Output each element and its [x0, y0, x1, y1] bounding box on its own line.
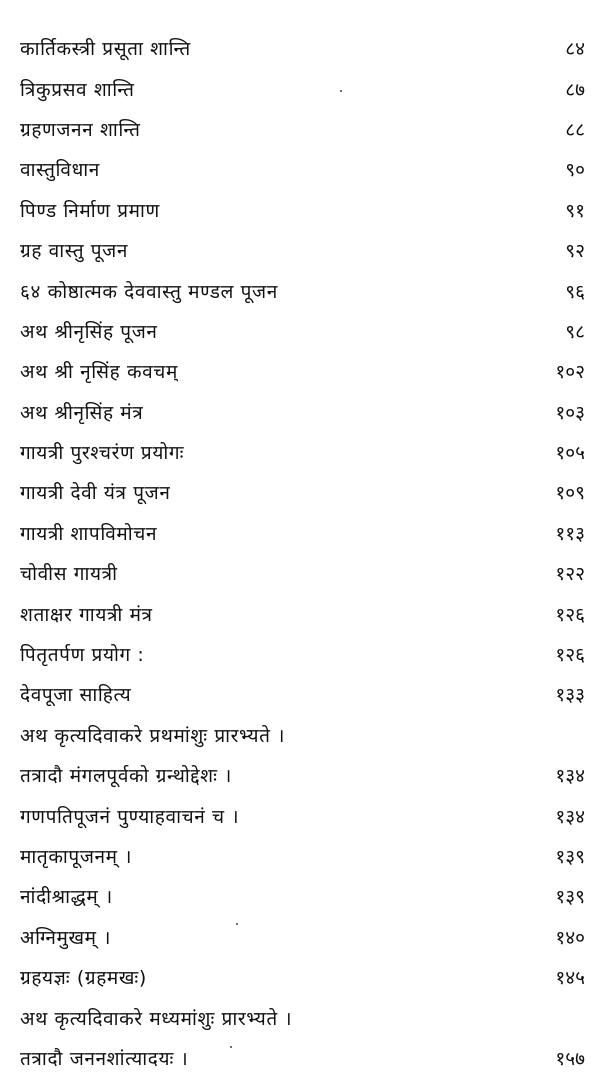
toc-entry [20, 957, 585, 997]
toc-entry-title: नांदीश्राद्धम् । [20, 886, 113, 909]
toc-entry-title: ग्रहणजनन शान्ति [20, 118, 141, 141]
toc-entry-title: चोवीस गायत्री [20, 563, 118, 586]
toc-entry-title: अथ श्री नृसिंह कवचम् [20, 361, 178, 384]
toc-entry-page: १२६ [555, 644, 585, 667]
toc-entry-page: १०३ [555, 401, 585, 424]
toc-entry [20, 432, 585, 472]
toc-entry-page: ९१ [565, 199, 585, 222]
toc-entry-title: गायत्री पुरश्चरंण प्रयोगः [20, 442, 185, 465]
toc-entry-page: १५७ [555, 1047, 585, 1070]
toc-entry-page: १३३ [555, 684, 585, 707]
toc-entry-title: कार्तिकस्त्री प्रसूता शान्ति [20, 38, 191, 61]
toc-entry [20, 392, 585, 432]
toc-entry [20, 634, 585, 674]
toc-entry [20, 1038, 585, 1078]
toc-entry-page: ९६ [565, 280, 585, 303]
toc-section-heading [20, 715, 585, 755]
scan-speck [236, 923, 238, 925]
toc-entry-page: १४० [555, 926, 585, 949]
toc-entry-title: ग्रह वास्तु पूजन [20, 240, 129, 263]
toc-entry-title: गायत्री शापविमोचन [20, 522, 158, 545]
toc-entry [20, 593, 585, 633]
toc-entry-page: १२६ [555, 603, 585, 626]
toc-entry [20, 351, 585, 391]
toc-entry-page: ८४ [565, 38, 585, 61]
toc-entry-title: अथ कृत्यदिवाकरे मध्यमांशुः प्रारभ्यते । [20, 1007, 293, 1030]
toc-entry-title: तत्रादौ जननशांत्यादयः । [20, 1047, 189, 1070]
toc-entry-title: पितृतर्पण प्रयोग : [20, 644, 145, 667]
toc-entry [20, 109, 585, 149]
toc-entry-page: ९८ [565, 320, 585, 343]
toc-entry [20, 553, 585, 593]
toc-entry-title: पिण्ड निर्माण प्रमाण [20, 199, 160, 222]
toc-entry-page: १०९ [555, 482, 585, 505]
table-of-contents [20, 28, 585, 1078]
toc-entry-page: १०२ [555, 361, 585, 384]
toc-entry-page: १०५ [555, 442, 585, 465]
toc-entry-page: १४५ [555, 967, 585, 990]
toc-entry [20, 513, 585, 553]
toc-entry-title: अथ श्रीनृसिंह मंत्र [20, 401, 144, 424]
scan-speck [340, 90, 342, 92]
toc-entry [20, 917, 585, 957]
toc-entry [20, 876, 585, 916]
toc-entry-page: १३९ [555, 846, 585, 868]
toc-entry-title: गणपतिपूजनं पुण्याहवाचनं च । [20, 805, 240, 828]
toc-entry-page: १३९ [555, 886, 585, 909]
toc-entry-title: अथ कृत्यदिवाकरे प्रथमांशुः प्रारभ्यते । [20, 724, 286, 747]
toc-entry-title: अथ श्रीनृसिंह पूजन [20, 320, 158, 343]
toc-entry [20, 230, 585, 270]
toc-entry [20, 836, 585, 876]
toc-entry [20, 270, 585, 310]
toc-entry-title: मातृकापूजनम् । [20, 846, 133, 868]
toc-entry-title: शताक्षर गायत्री मंत्र [20, 603, 153, 626]
toc-entry-title: गायत्री देवी यंत्र पूजन [20, 482, 171, 505]
toc-entry [20, 674, 585, 714]
toc-entry [20, 190, 585, 230]
toc-entry [20, 311, 585, 351]
scan-speck [230, 1046, 232, 1048]
toc-entry-title: ६४ कोष्ठात्मक देववास्तु मण्डल पूजन [20, 280, 278, 303]
toc-entry [20, 149, 585, 189]
toc-entry-page: ११३ [555, 522, 585, 545]
toc-section-heading [20, 997, 585, 1037]
toc-entry [20, 28, 585, 68]
toc-entry-title: ग्रहयज्ञः (ग्रहमखः) [20, 967, 147, 990]
toc-entry-page: ९२ [565, 240, 585, 263]
toc-entry-title: त्रिकुप्रसव शान्ति [20, 78, 135, 101]
toc-entry-title: वास्तुविधान [20, 159, 100, 182]
toc-entry-page: ८८ [565, 118, 585, 141]
toc-entry-page: ८७ [565, 78, 585, 101]
toc-entry-page: १३४ [555, 805, 585, 828]
toc-entry [20, 472, 585, 512]
toc-entry-page: १२२ [555, 563, 585, 586]
toc-entry-page: ९० [565, 159, 585, 182]
toc-entry-title: अग्निमुखम् । [20, 926, 112, 949]
toc-entry [20, 795, 585, 835]
toc-entry-title: देवपूजा साहित्य [20, 684, 132, 707]
toc-entry-page: १३४ [555, 765, 585, 788]
toc-entry-title: तत्रादौ मंगलपूर्वको ग्रन्थोद्देशः । [20, 765, 232, 788]
toc-entry [20, 68, 585, 108]
toc-entry [20, 755, 585, 795]
